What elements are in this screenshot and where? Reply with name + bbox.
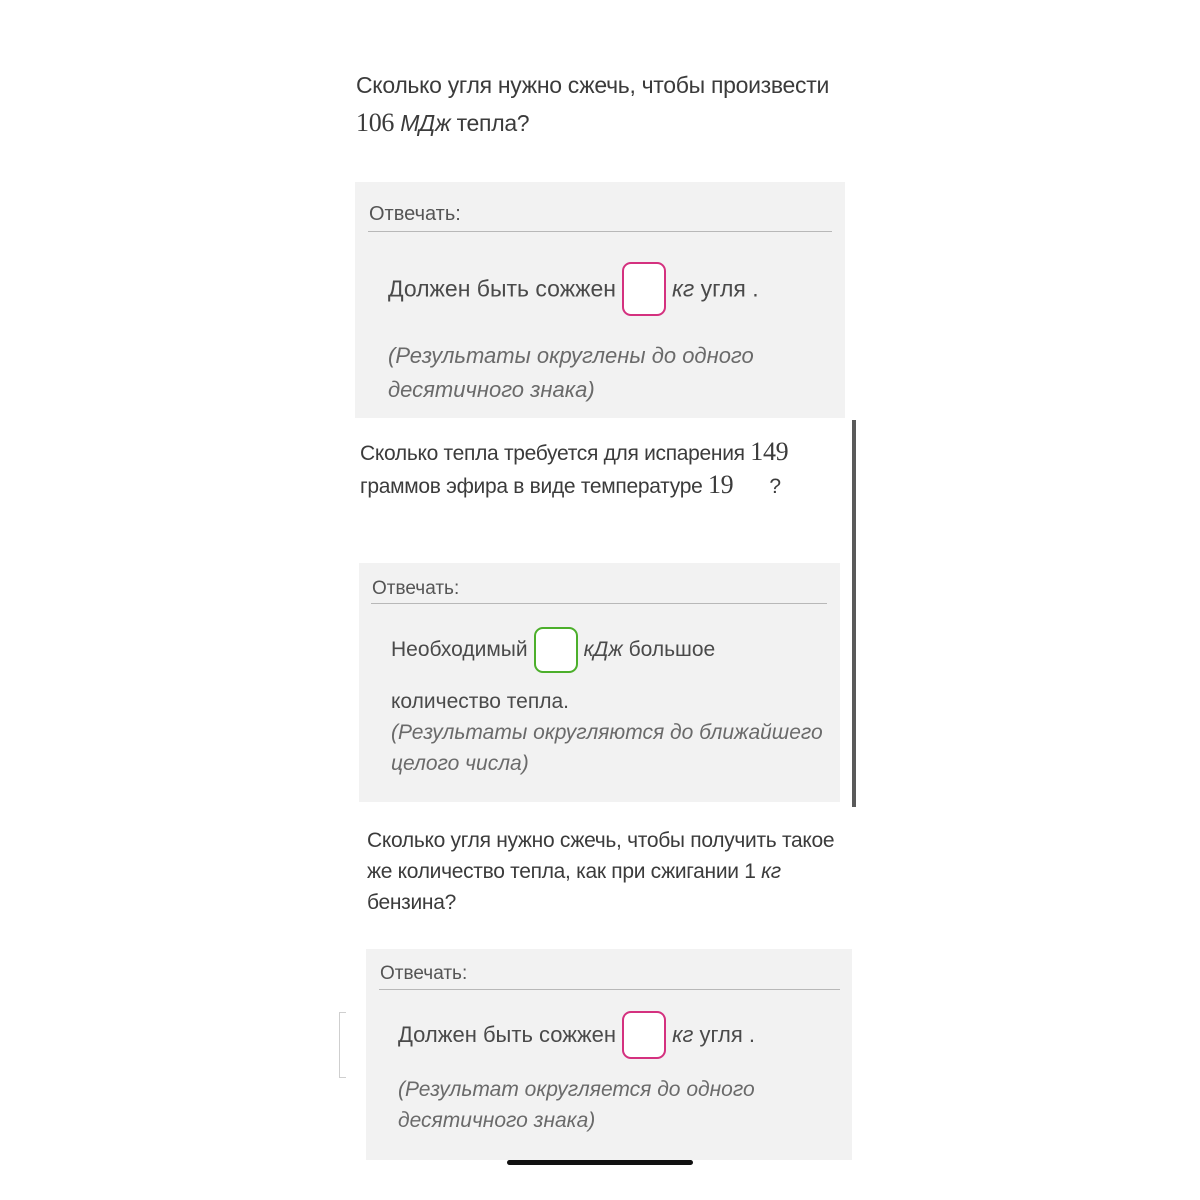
answer-label-2: Отвечать:	[372, 578, 460, 599]
answer-1-input[interactable]	[622, 262, 666, 316]
answer-divider-2	[371, 603, 827, 604]
answer-2-line2: количество тепла.	[391, 690, 569, 713]
answer-2-input[interactable]	[534, 627, 578, 673]
answer-1-unit: кг	[671, 275, 695, 302]
question-3-line3: бензина?	[367, 891, 456, 914]
question-3	[367, 825, 857, 918]
answer-2-unit: кДж	[583, 638, 623, 661]
question-3-unit: кг	[761, 860, 781, 883]
answer-3-note-line1: (Результат округляется до одного	[398, 1078, 755, 1101]
answer-3-unit: кг	[672, 1022, 694, 1047]
question-1-line1: Сколько угля нужно сжечь, чтобы произвести	[356, 72, 830, 98]
answer-label-1: Отвечать:	[369, 203, 461, 225]
question-1-number: 106	[356, 108, 395, 137]
answer-1-note-line2: десятичного знака)	[388, 377, 595, 402]
answer-2-note	[391, 717, 823, 779]
question-1-rest: тепла?	[450, 110, 530, 136]
answer-2-suffix: большое	[622, 638, 716, 661]
answer-3-suffix: угля .	[693, 1022, 755, 1047]
question-2-part2: граммов эфира в виде температуре	[360, 475, 708, 498]
question-3-line2: же количество тепла, как при сжигании 1	[367, 860, 762, 883]
scrollbar[interactable]	[852, 420, 856, 807]
question-2-part1: Сколько тепла требуется для испарения	[360, 442, 751, 465]
answer-1-note-line1: (Результаты округлены до одного	[388, 343, 754, 368]
answer-row-3	[398, 1011, 755, 1059]
question-1-unit: МДж	[400, 110, 451, 136]
answer-1-note	[388, 339, 754, 407]
left-edge-fragment	[339, 1012, 346, 1078]
answer-1-prefix: Должен быть сожжен	[388, 275, 616, 302]
answer-2-prefix: Необходимый	[391, 638, 528, 661]
answer-3-note	[398, 1074, 755, 1136]
answer-3-prefix: Должен быть сожжен	[398, 1022, 617, 1047]
question-3-line1: Сколько угля нужно сжечь, чтобы получить такое	[367, 829, 835, 852]
question-2-part3: ?	[769, 475, 781, 498]
home-indicator[interactable]	[507, 1160, 693, 1165]
question-2-number2: 19	[707, 470, 734, 499]
answer-row-1	[388, 262, 759, 316]
answer-label-3: Отвечать:	[380, 963, 468, 984]
answer-2-note-line1: (Результаты округляются до ближайшего	[391, 721, 823, 744]
answer-2-note-line2: целого числа)	[391, 752, 529, 775]
question-2-number1: 149	[750, 437, 789, 466]
answer-3-input[interactable]	[622, 1011, 666, 1059]
answer-1-suffix: угля .	[694, 275, 759, 302]
answer-divider-1	[368, 231, 832, 232]
answer-row-2	[391, 627, 715, 673]
question-1	[356, 66, 856, 142]
answer-3-note-line2: десятичного знака)	[398, 1109, 596, 1132]
question-2	[360, 436, 800, 502]
answer-divider-3	[379, 989, 840, 990]
